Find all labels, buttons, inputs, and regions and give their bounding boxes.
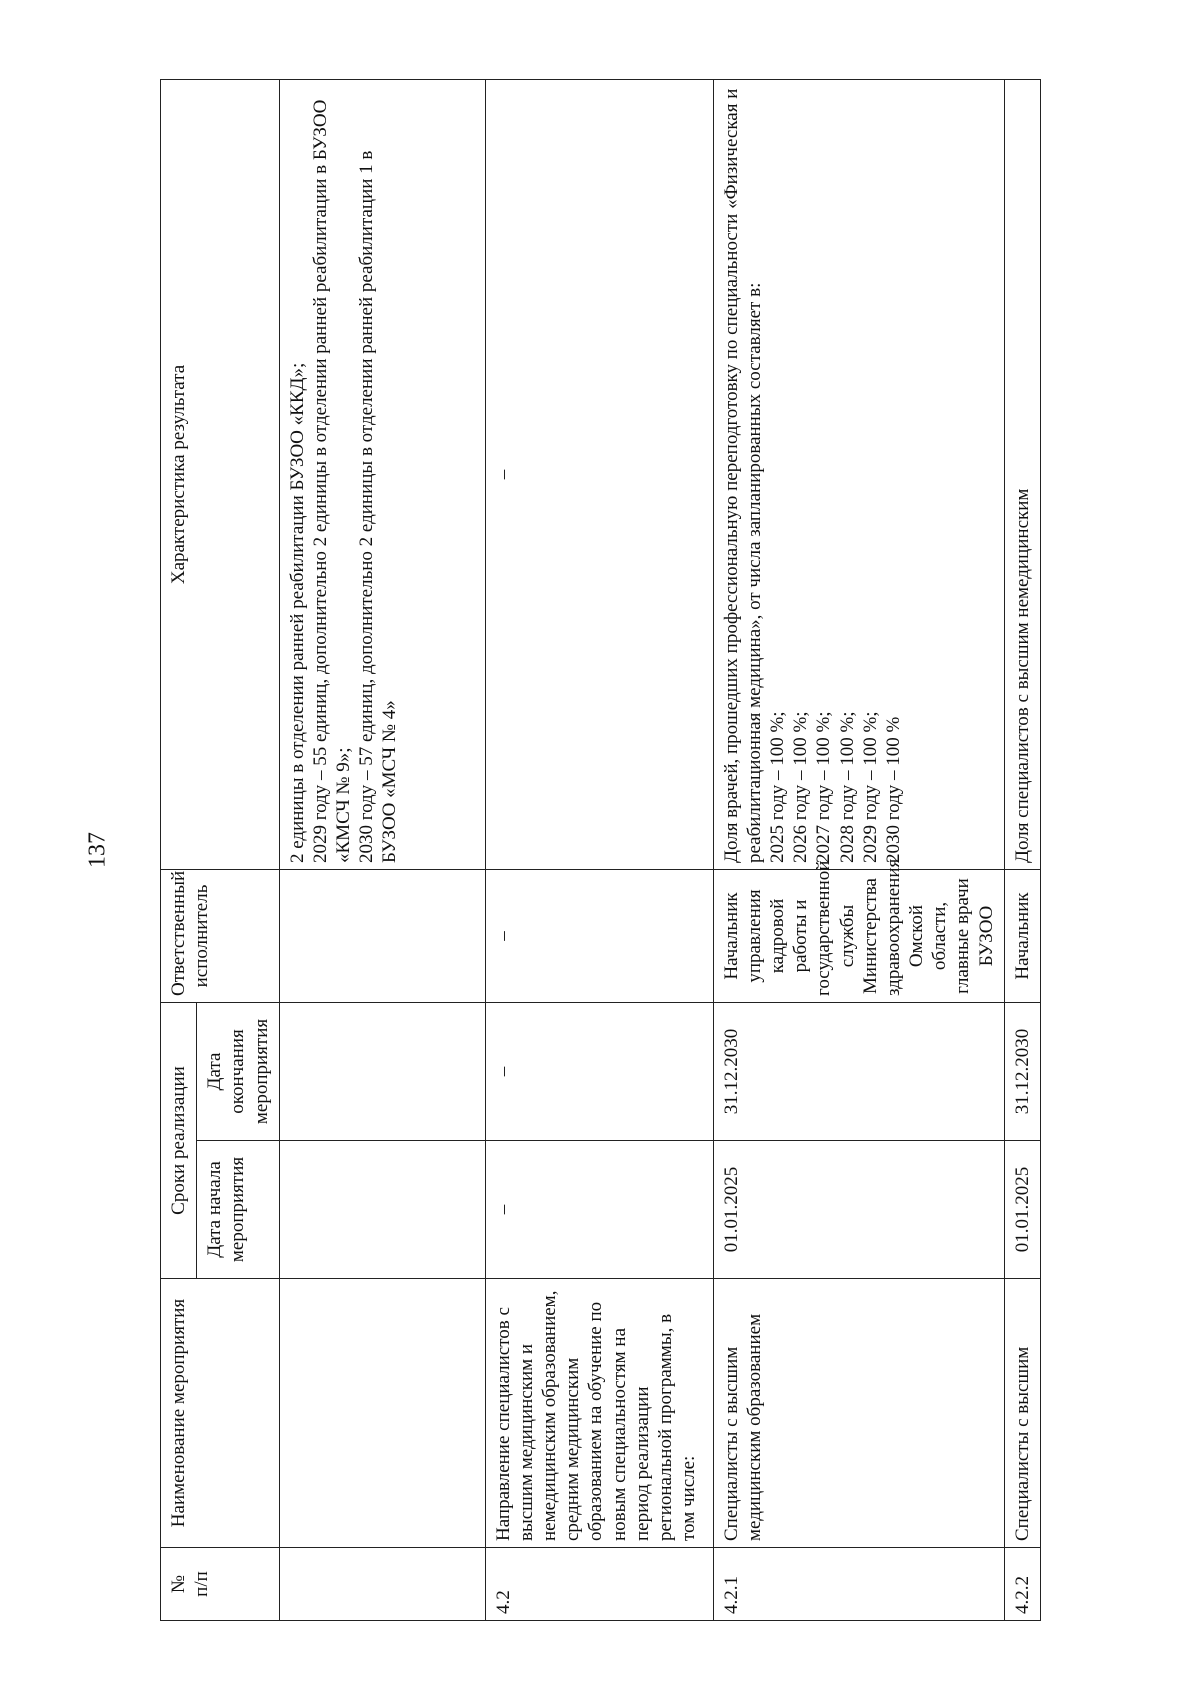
cell-num: 4.2.1 (713, 1548, 1004, 1621)
measures-table (160, 79, 1041, 1621)
header-row-1 (161, 80, 197, 1621)
cell-result: – (485, 80, 713, 870)
cell-start: 01.01.2025 (1004, 1141, 1040, 1279)
cell-name: Направление специалистов с высшим медицинским и немедицинским образованием, средним медицинским образованием на обучение по новым специальностям на период реализации региональной программы, в том числе: (485, 1279, 713, 1548)
page-number: 137 (84, 832, 111, 868)
header-name: Наименование мероприятия (161, 1279, 280, 1548)
cell-responsible (279, 870, 485, 1003)
cell-result: Доля врачей, прошедших профессиональную переподготовку по специальности «Физическая и реабилитационная медицина», от числа запланированных составляет в: 2025 году – 100 %; 2026 году – 100 %; 2027 году – 100 %; 2028 году – 100 %; 2029 году – 100 %; 2030 году – 100 % (713, 80, 1004, 870)
header-terms: Сроки реализации (161, 1003, 197, 1279)
header-result: Характеристика результата (161, 80, 280, 870)
cell-responsible: Начальник (1004, 870, 1040, 1003)
cell-num: 4.2.2 (1004, 1548, 1040, 1621)
cell-start: 01.01.2025 (713, 1141, 1004, 1279)
cell-end (279, 1003, 485, 1141)
cell-result: Доля специалистов с высшим немедицинским (1004, 80, 1040, 870)
page-number-wrap (78, 830, 118, 870)
header-num: № п/п (161, 1548, 280, 1621)
cell-start (279, 1141, 485, 1279)
cell-name: Специалисты с высшим (1004, 1279, 1040, 1548)
cell-name: Специалисты с высшим медицинским образованием (713, 1279, 1004, 1548)
cell-num (279, 1548, 485, 1621)
cell-start: – (485, 1141, 713, 1279)
cell-responsible: – (485, 870, 713, 1003)
table-row (713, 80, 1004, 1621)
cell-num: 4.2 (485, 1548, 713, 1621)
cell-end: 31.12.2030 (1004, 1003, 1040, 1141)
header-end-date: Дата окончания мероприятия (197, 1003, 280, 1141)
table-row (485, 80, 713, 1621)
rotated-table-frame (160, 80, 1200, 1621)
cell-name (279, 1279, 485, 1548)
table-row (279, 80, 485, 1621)
table-row (1004, 80, 1040, 1621)
cell-end: – (485, 1003, 713, 1141)
table-body (279, 80, 1040, 1621)
cell-end: 31.12.2030 (713, 1003, 1004, 1141)
header-responsible: Ответственный исполнитель (161, 870, 280, 1003)
table-header (161, 80, 280, 1621)
header-start-date: Дата начала мероприятия (197, 1141, 280, 1279)
cell-result: 2 единицы в отделении ранней реабилитации БУЗОО «ККД»; 2029 году – 55 единиц, дополнительно 2 единицы в отделении ранней реабилитации в БУЗОО «КМСЧ № 9»; 2030 году – 57 единиц, дополнительно 2 единицы в отделении ранней реабилитации 1 в БУЗОО «МСЧ № 4» (279, 80, 485, 870)
cell-responsible: Начальник управления кадровой работы и государственной службы Министерства здравоохранения Омской области, главные врачи БУЗОО (713, 870, 1004, 1003)
